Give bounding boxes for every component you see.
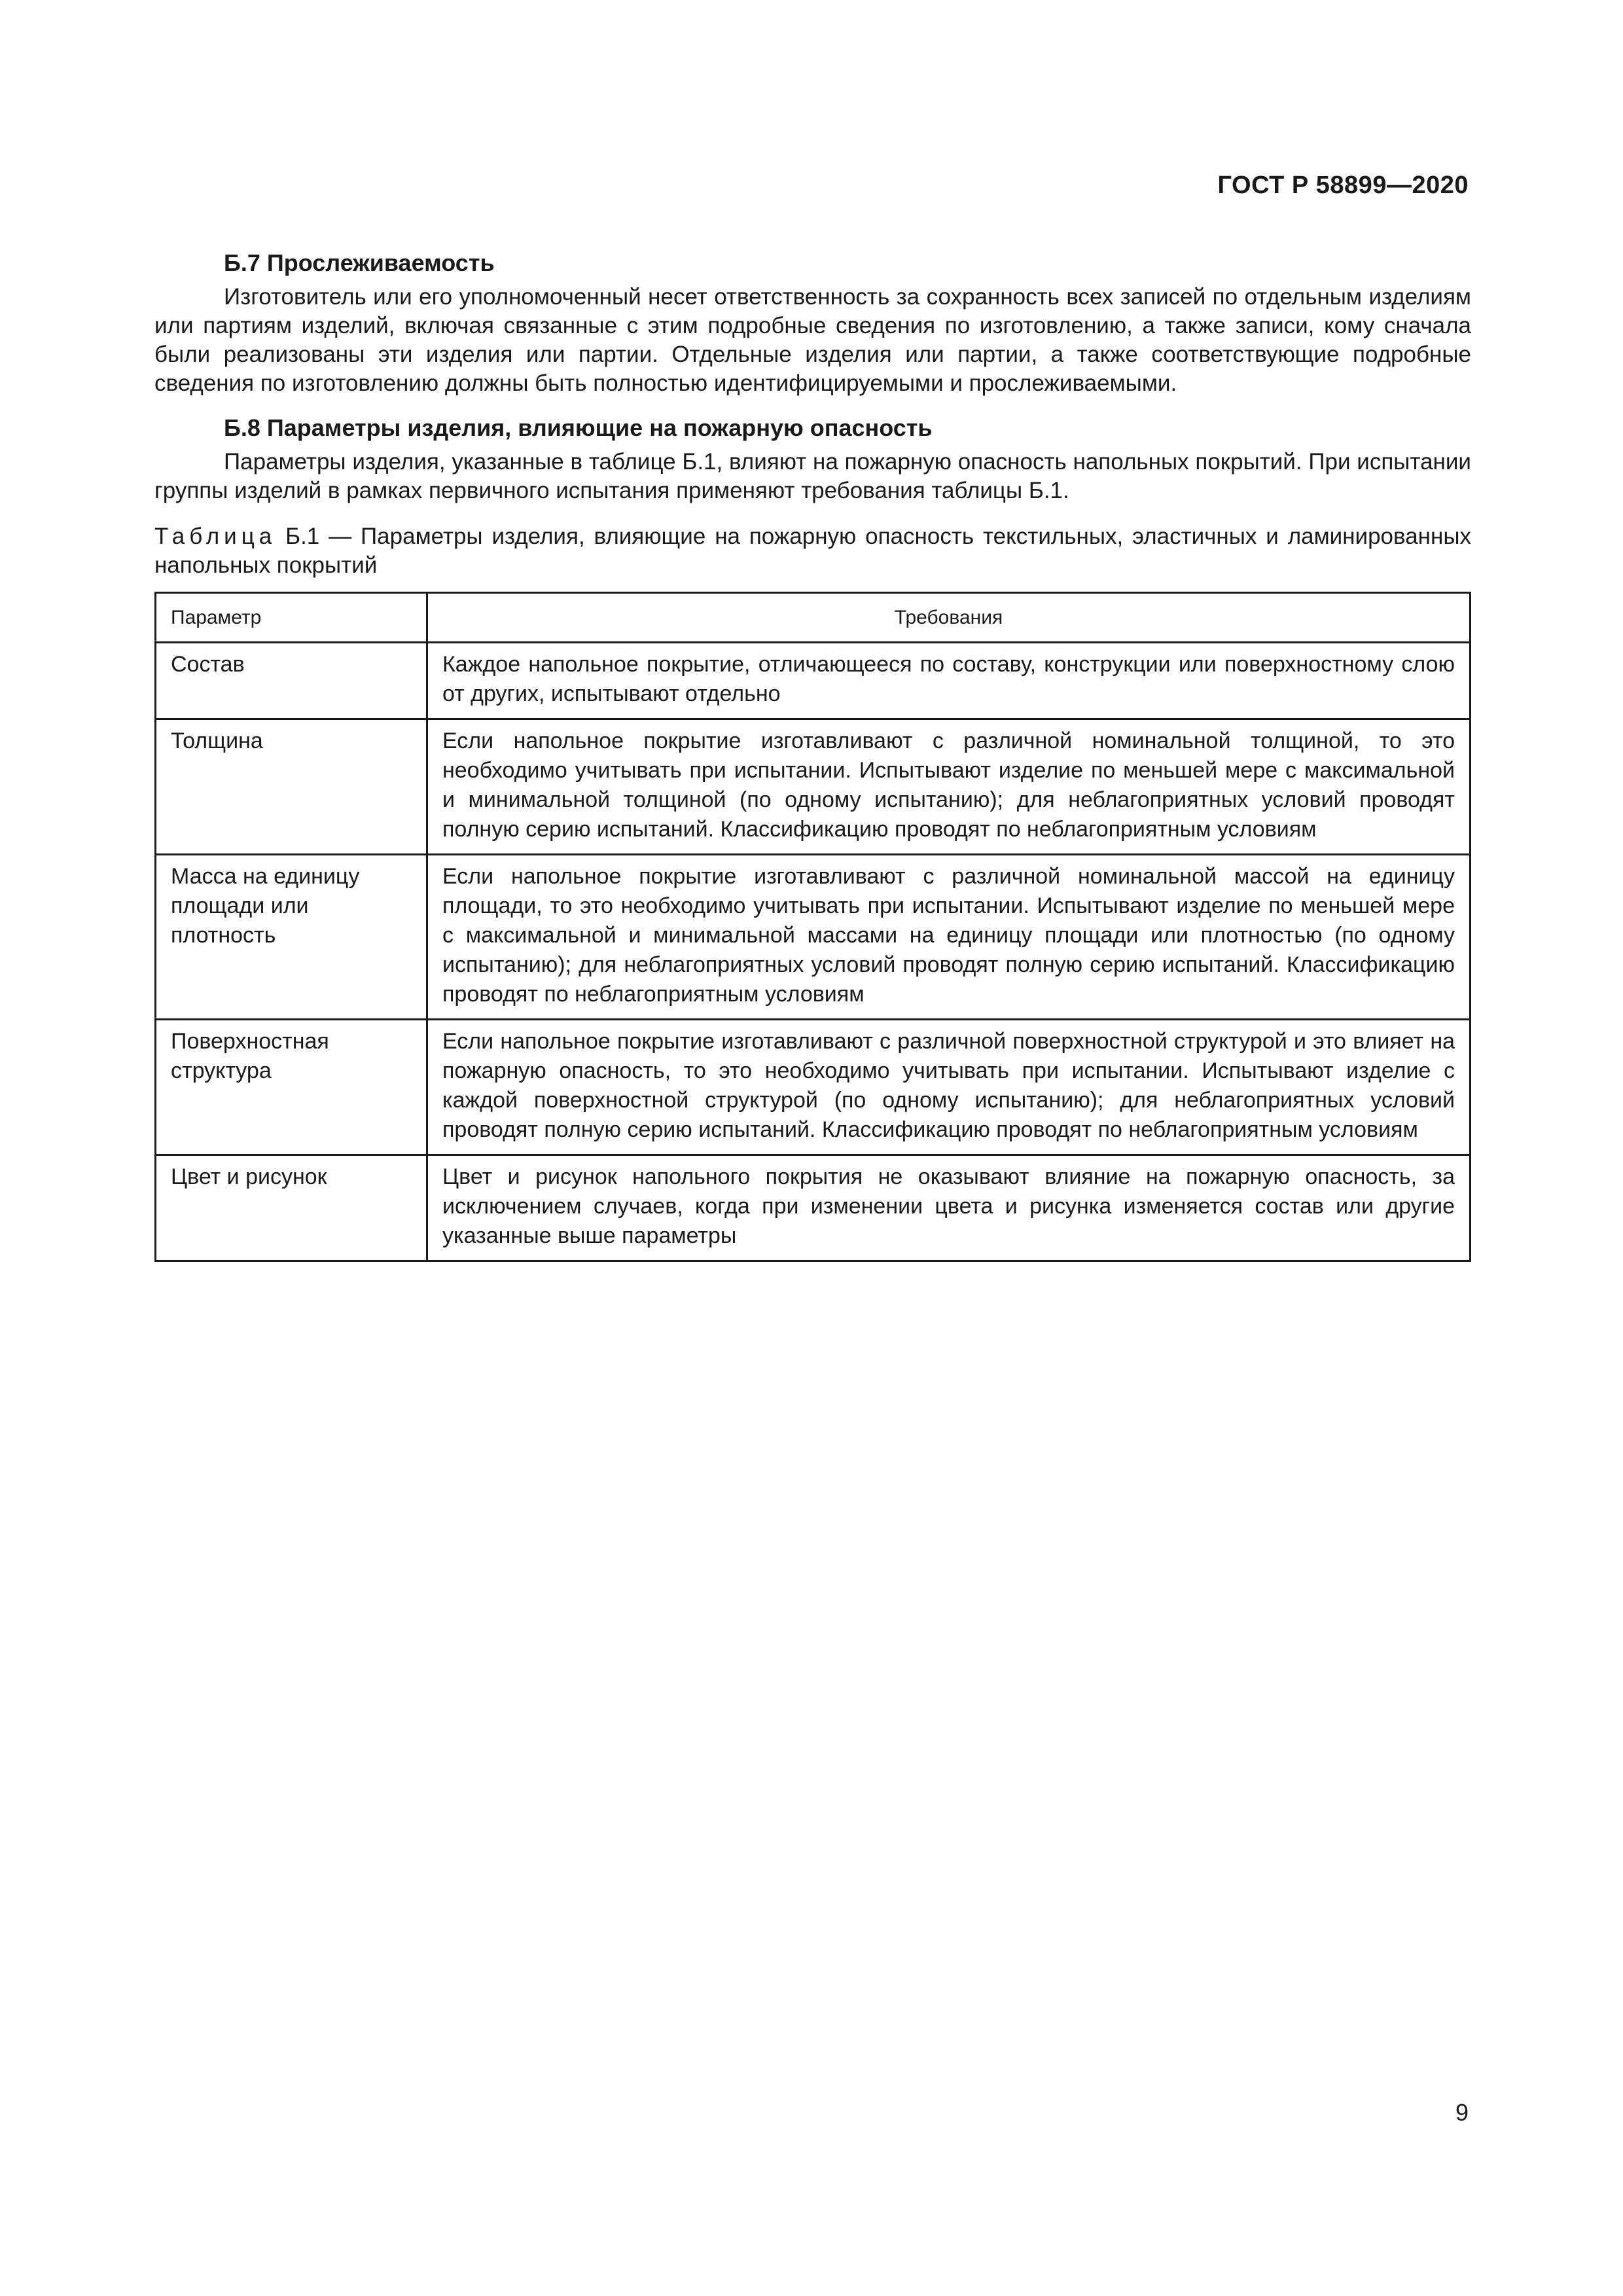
row-requirements-cell: Если напольное покрытие изготавливают с различной номинальной толщиной, то это необходимо учитывать при испытании. Испытывают изделие по меньшей мере с максимальной и минимальной толщиной (по одному испытанию); для неблагоприятных условий проводят полную серию испытаний. Классификацию проводят по неблагоприятным условиям [427, 719, 1471, 855]
table-caption-text: Б.1 — Параметры изделия, влияющие на пожарную опасность текстильных, эластичных и ламинированных напольных покрытий [154, 524, 1471, 578]
table-row [156, 1020, 1471, 1155]
section-b7-title: Б.7 Прослеживаемость [224, 249, 495, 276]
row-parameter-cell: Масса на единицу площади или плотность [156, 855, 427, 1020]
row-parameter-cell: Поверхностная структура [156, 1020, 427, 1155]
header-requirements: Требования [427, 593, 1471, 643]
table-row [156, 855, 1471, 1020]
page-number: 9 [1455, 2099, 1469, 2126]
table-caption [154, 522, 1471, 580]
table-caption-label: Таблица [154, 524, 277, 549]
row-parameter-cell: Толщина [156, 719, 427, 855]
row-requirements-cell: Если напольное покрытие изготавливают с различной поверхностной структурой и это влияет на пожарную опасность, то это необходимо учитывать при испытании. Испытывают изделие с каждой поверхностной структурой (по одному испытанию); для неблагоприятных условий проводят полную серию испытаний. Классификацию проводят по неблагоприятным условиям [427, 1020, 1471, 1155]
page-content [154, 247, 1471, 1262]
table-row [156, 643, 1471, 719]
table-row [156, 719, 1471, 855]
table-row [156, 1155, 1471, 1261]
header-parameter: Параметр [156, 593, 427, 643]
row-parameter-cell: Цвет и рисунок [156, 1155, 427, 1261]
parameters-table [154, 592, 1471, 1262]
row-parameter-cell: Состав [156, 643, 427, 719]
document-code: ГОСТ Р 58899—2020 [1217, 171, 1469, 199]
row-requirements-cell: Если напольное покрытие изготавливают с различной номинальной массой на единицу площади, то это необходимо учитывать при испытании. Испытывают изделие по меньшей мере с максимальной и минимальной массами на единицу площади или плотностью (по одному испытанию); для неблагоприятных условий проводят полную серию испытаний. Классификацию проводят по неблагоприятным условиям [427, 855, 1471, 1020]
table-header-row [156, 593, 1471, 643]
section-b8-title: Б.8 Параметры изделия, влияющие на пожарную опасность [224, 414, 933, 441]
row-requirements-cell: Каждое напольное покрытие, отличающееся по составу, конструкции или поверхностному слою от других, испытывают отдельно [427, 643, 1471, 719]
section-b7-text: Изготовитель или его уполномоченный несет ответственность за сохранность всех записей по отдельным изделиям или партиям изделий, включая связанные с этим подробные сведения по изготовлению, а также записи, кому сначала были реализованы эти изделия или партии. Отдельные изделия или партии, а также соответствующие подробные сведения по изготовлению должны быть полностью идентифицируемыми и прослеживаемыми. [154, 284, 1471, 396]
row-requirements-cell: Цвет и рисунок напольного покрытия не оказывают влияние на пожарную опасность, за исключением случаев, когда при изменении цвета и рисунка изменяется состав или другие указанные выше параметры [427, 1155, 1471, 1261]
section-b8-text: Параметры изделия, указанные в таблице Б.1, влияют на пожарную опасность напольных покрытий. При испытании группы изделий в рамках первичного испытания применяют требования таблицы Б.1. [154, 449, 1471, 503]
